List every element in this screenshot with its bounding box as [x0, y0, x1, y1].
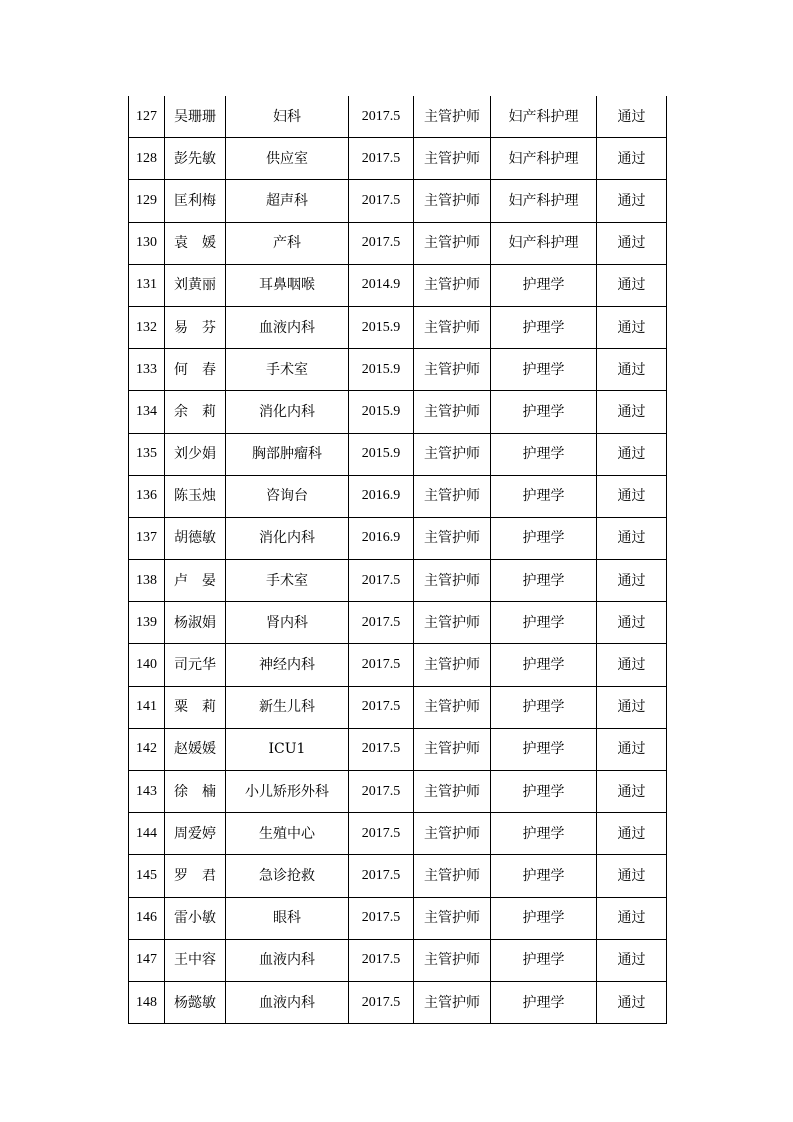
cell-department: 耳鼻咽喉: [226, 264, 349, 306]
cell-person-name: 卢 晏: [165, 560, 226, 602]
cell-date: 2017.5: [349, 602, 414, 644]
cell-row-number: 131: [129, 264, 165, 306]
cell-date: 2017.5: [349, 728, 414, 770]
cell-row-number: 144: [129, 813, 165, 855]
cell-date: 2017.5: [349, 939, 414, 981]
cell-date: 2017.5: [349, 897, 414, 939]
cell-result: 通过: [597, 939, 667, 981]
cell-major: 护理学: [491, 897, 597, 939]
cell-result: 通过: [597, 96, 667, 138]
cell-person-name: 陈玉烛: [165, 475, 226, 517]
cell-result: 通过: [597, 180, 667, 222]
cell-person-name: 刘少娟: [165, 433, 226, 475]
cell-department: 急诊抢救: [226, 855, 349, 897]
cell-department: 超声科: [226, 180, 349, 222]
table-row: [129, 180, 667, 222]
cell-person-name: 余 莉: [165, 391, 226, 433]
cell-date: 2017.5: [349, 855, 414, 897]
cell-major: 护理学: [491, 855, 597, 897]
cell-major: 妇产科护理: [491, 180, 597, 222]
cell-department: 小儿矫形外科: [226, 771, 349, 813]
cell-result: 通过: [597, 306, 667, 348]
cell-row-number: 141: [129, 686, 165, 728]
table-row: [129, 644, 667, 686]
cell-date: 2017.5: [349, 771, 414, 813]
cell-row-number: 142: [129, 728, 165, 770]
cell-department: 肾内科: [226, 602, 349, 644]
cell-result: 通过: [597, 855, 667, 897]
cell-date: 2014.9: [349, 264, 414, 306]
cell-result: 通过: [597, 138, 667, 180]
cell-person-name: 易 芬: [165, 306, 226, 348]
roster-table: [128, 96, 667, 1024]
table-row: [129, 560, 667, 602]
cell-date: 2017.5: [349, 644, 414, 686]
cell-department: 妇科: [226, 96, 349, 138]
cell-job-title: 主管护师: [414, 180, 491, 222]
cell-date: 2015.9: [349, 391, 414, 433]
table-row: [129, 855, 667, 897]
cell-major: 护理学: [491, 475, 597, 517]
cell-result: 通过: [597, 433, 667, 475]
cell-major: 护理学: [491, 981, 597, 1023]
cell-result: 通过: [597, 517, 667, 559]
cell-job-title: 主管护师: [414, 433, 491, 475]
cell-department: 消化内科: [226, 517, 349, 559]
cell-department: 供应室: [226, 138, 349, 180]
table-row: [129, 349, 667, 391]
cell-row-number: 139: [129, 602, 165, 644]
cell-department: 手术室: [226, 349, 349, 391]
table-row: [129, 981, 667, 1023]
cell-major: 护理学: [491, 686, 597, 728]
cell-major: 妇产科护理: [491, 138, 597, 180]
cell-job-title: 主管护师: [414, 560, 491, 602]
cell-row-number: 135: [129, 433, 165, 475]
cell-row-number: 128: [129, 138, 165, 180]
cell-job-title: 主管护师: [414, 475, 491, 517]
cell-person-name: 杨淑娟: [165, 602, 226, 644]
cell-person-name: 胡德敏: [165, 517, 226, 559]
table-row: [129, 686, 667, 728]
cell-row-number: 145: [129, 855, 165, 897]
cell-row-number: 130: [129, 222, 165, 264]
cell-job-title: 主管护师: [414, 897, 491, 939]
cell-job-title: 主管护师: [414, 855, 491, 897]
cell-person-name: 粟 莉: [165, 686, 226, 728]
cell-date: 2015.9: [349, 433, 414, 475]
table-row: [129, 939, 667, 981]
cell-person-name: 刘黄丽: [165, 264, 226, 306]
cell-job-title: 主管护师: [414, 264, 491, 306]
table-row: [129, 306, 667, 348]
cell-result: 通过: [597, 222, 667, 264]
cell-result: 通过: [597, 771, 667, 813]
cell-row-number: 147: [129, 939, 165, 981]
cell-person-name: 赵媛媛: [165, 728, 226, 770]
cell-department: 血液内科: [226, 939, 349, 981]
cell-row-number: 133: [129, 349, 165, 391]
cell-job-title: 主管护师: [414, 349, 491, 391]
cell-department: 血液内科: [226, 306, 349, 348]
cell-person-name: 徐 楠: [165, 771, 226, 813]
table-row: [129, 813, 667, 855]
cell-department: 胸部肿瘤科: [226, 433, 349, 475]
table-row: [129, 96, 667, 138]
cell-date: 2017.5: [349, 981, 414, 1023]
cell-row-number: 132: [129, 306, 165, 348]
cell-date: 2015.9: [349, 349, 414, 391]
cell-major: 护理学: [491, 560, 597, 602]
cell-row-number: 140: [129, 644, 165, 686]
cell-person-name: 王中容: [165, 939, 226, 981]
cell-major: 护理学: [491, 391, 597, 433]
cell-job-title: 主管护师: [414, 391, 491, 433]
cell-result: 通过: [597, 349, 667, 391]
cell-major: 护理学: [491, 771, 597, 813]
cell-date: 2016.9: [349, 517, 414, 559]
cell-major: 妇产科护理: [491, 96, 597, 138]
cell-result: 通过: [597, 728, 667, 770]
cell-major: 护理学: [491, 728, 597, 770]
cell-major: 护理学: [491, 939, 597, 981]
table-row: [129, 771, 667, 813]
cell-department: 血液内科: [226, 981, 349, 1023]
table-row: [129, 475, 667, 517]
roster-body: [129, 96, 667, 1024]
cell-result: 通过: [597, 686, 667, 728]
cell-result: 通过: [597, 391, 667, 433]
cell-person-name: 匡利梅: [165, 180, 226, 222]
cell-date: 2017.5: [349, 560, 414, 602]
cell-date: 2017.5: [349, 686, 414, 728]
cell-department: 新生儿科: [226, 686, 349, 728]
table-row: [129, 138, 667, 180]
cell-person-name: 罗 君: [165, 855, 226, 897]
cell-result: 通过: [597, 644, 667, 686]
cell-date: 2016.9: [349, 475, 414, 517]
table-row: [129, 517, 667, 559]
cell-result: 通过: [597, 475, 667, 517]
cell-department: ICU1: [226, 728, 349, 770]
cell-result: 通过: [597, 560, 667, 602]
cell-date: 2017.5: [349, 813, 414, 855]
cell-job-title: 主管护师: [414, 602, 491, 644]
cell-job-title: 主管护师: [414, 728, 491, 770]
cell-major: 护理学: [491, 813, 597, 855]
cell-person-name: 司元华: [165, 644, 226, 686]
cell-job-title: 主管护师: [414, 939, 491, 981]
cell-department: 生殖中心: [226, 813, 349, 855]
cell-major: 护理学: [491, 517, 597, 559]
cell-department: 产科: [226, 222, 349, 264]
cell-job-title: 主管护师: [414, 771, 491, 813]
cell-row-number: 129: [129, 180, 165, 222]
cell-date: 2017.5: [349, 96, 414, 138]
cell-person-name: 袁 媛: [165, 222, 226, 264]
cell-job-title: 主管护师: [414, 813, 491, 855]
cell-date: 2017.5: [349, 222, 414, 264]
cell-row-number: 134: [129, 391, 165, 433]
cell-major: 护理学: [491, 602, 597, 644]
cell-person-name: 吴珊珊: [165, 96, 226, 138]
cell-person-name: 彭先敏: [165, 138, 226, 180]
cell-job-title: 主管护师: [414, 644, 491, 686]
cell-row-number: 138: [129, 560, 165, 602]
cell-major: 妇产科护理: [491, 222, 597, 264]
cell-major: 护理学: [491, 433, 597, 475]
table-row: [129, 897, 667, 939]
table-row: [129, 728, 667, 770]
cell-major: 护理学: [491, 349, 597, 391]
cell-row-number: 143: [129, 771, 165, 813]
cell-job-title: 主管护师: [414, 686, 491, 728]
cell-department: 咨询台: [226, 475, 349, 517]
cell-person-name: 周爱婷: [165, 813, 226, 855]
table-row: [129, 391, 667, 433]
cell-department: 消化内科: [226, 391, 349, 433]
table-row: [129, 433, 667, 475]
cell-job-title: 主管护师: [414, 138, 491, 180]
cell-date: 2017.5: [349, 180, 414, 222]
cell-row-number: 137: [129, 517, 165, 559]
cell-row-number: 127: [129, 96, 165, 138]
cell-result: 通过: [597, 602, 667, 644]
cell-date: 2017.5: [349, 138, 414, 180]
cell-major: 护理学: [491, 644, 597, 686]
cell-row-number: 148: [129, 981, 165, 1023]
table-row: [129, 222, 667, 264]
cell-major: 护理学: [491, 264, 597, 306]
cell-result: 通过: [597, 981, 667, 1023]
cell-job-title: 主管护师: [414, 517, 491, 559]
cell-result: 通过: [597, 264, 667, 306]
cell-major: 护理学: [491, 306, 597, 348]
cell-result: 通过: [597, 813, 667, 855]
cell-job-title: 主管护师: [414, 306, 491, 348]
cell-row-number: 146: [129, 897, 165, 939]
cell-department: 神经内科: [226, 644, 349, 686]
cell-row-number: 136: [129, 475, 165, 517]
cell-person-name: 杨懿敏: [165, 981, 226, 1023]
cell-person-name: 雷小敏: [165, 897, 226, 939]
cell-job-title: 主管护师: [414, 222, 491, 264]
cell-department: 手术室: [226, 560, 349, 602]
cell-person-name: 何 春: [165, 349, 226, 391]
cell-department: 眼科: [226, 897, 349, 939]
cell-job-title: 主管护师: [414, 96, 491, 138]
table-row: [129, 264, 667, 306]
cell-date: 2015.9: [349, 306, 414, 348]
table-row: [129, 602, 667, 644]
cell-result: 通过: [597, 897, 667, 939]
cell-job-title: 主管护师: [414, 981, 491, 1023]
